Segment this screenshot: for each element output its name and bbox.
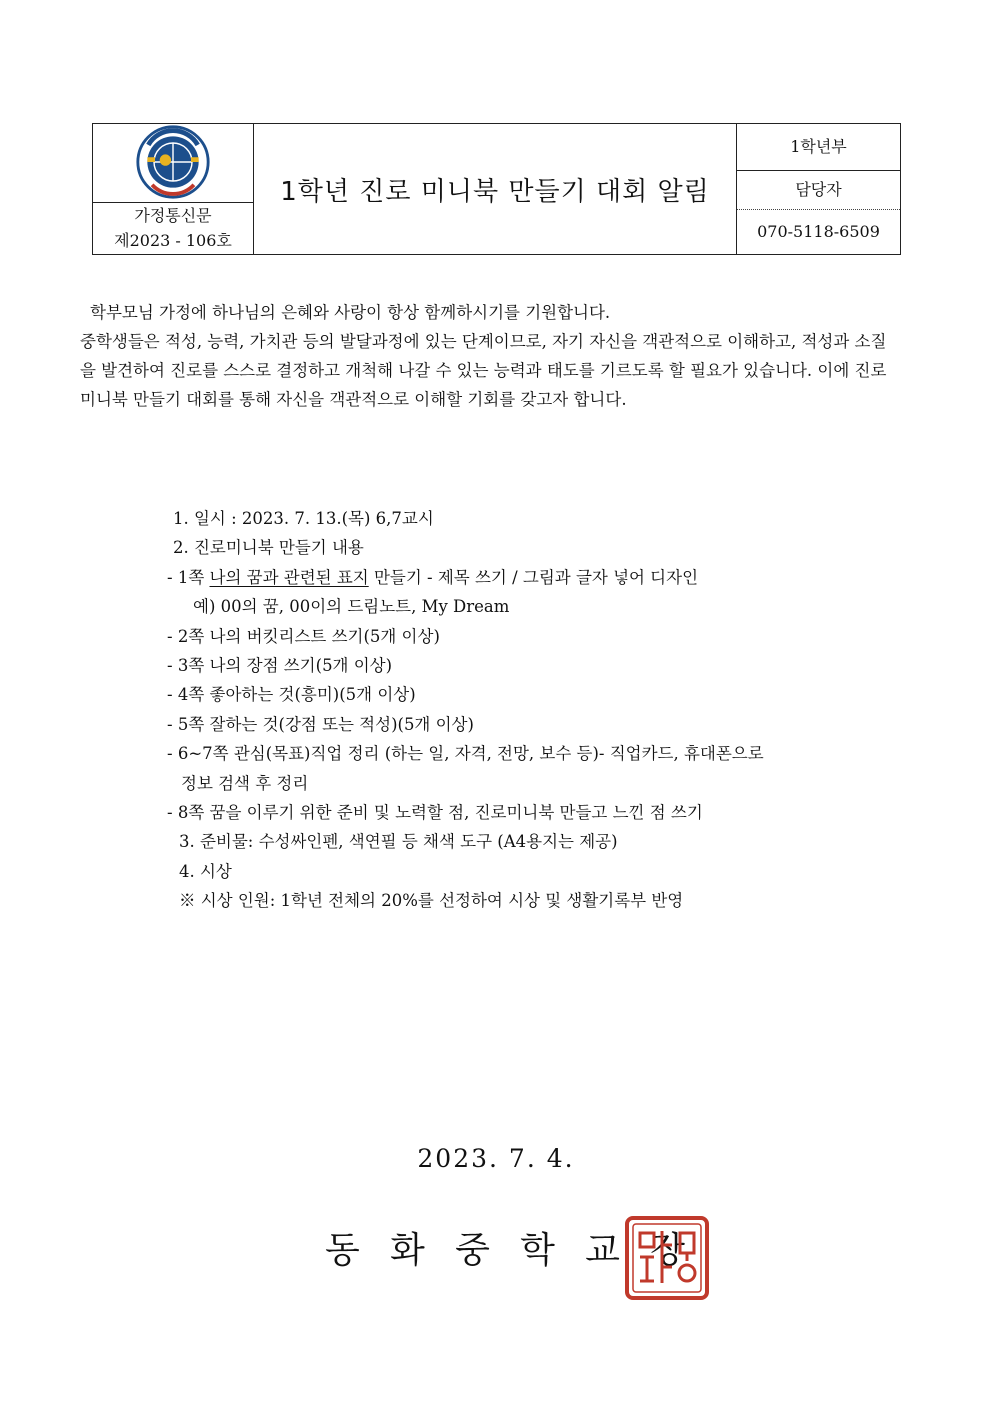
page4-item: - 4쪽 좋아하는 것(흥미)(5개 이상) bbox=[167, 685, 416, 705]
school-emblem bbox=[93, 124, 253, 200]
schedule-item: 1. 일시 : 2023. 7. 13.(목) 6,7교시 bbox=[173, 509, 434, 528]
contents-heading: 2. 진로미니북 만들기 내용 bbox=[173, 538, 364, 558]
signature-char: 동 bbox=[325, 1230, 360, 1271]
intro-line: 학부모님 가정에 하나님의 은혜와 사랑이 항상 함께하시기를 기원합니다. bbox=[90, 303, 611, 322]
page3-item: - 3쪽 나의 장점 쓰기(5개 이상) bbox=[167, 656, 393, 676]
signature-char: 학 bbox=[520, 1230, 555, 1271]
school-emblem-icon bbox=[135, 124, 211, 200]
meta-cell bbox=[737, 124, 900, 254]
intro-paragraph bbox=[80, 298, 922, 414]
official-seal-icon bbox=[624, 1215, 710, 1301]
page67-continued: 정보 검색 후 정리 bbox=[181, 773, 309, 793]
page5-item: - 5쪽 잘하는 것(강점 또는 적성)(5개 이상) bbox=[167, 714, 474, 734]
supplies-item: 3. 준비물: 수성싸인펜, 색연필 등 채색 도구 (A4용지는 제공) bbox=[179, 832, 618, 852]
page2-item: - 2쪽 나의 버킷리스트 쓰기(5개 이상) bbox=[167, 626, 440, 646]
award-note: ※ 시상 인원: 1학년 전체의 20%를 선정하여 시상 및 생활기록부 반영 bbox=[179, 891, 684, 911]
signature-char: 교 bbox=[585, 1230, 620, 1271]
home-notice-label: 가정통신문 bbox=[93, 202, 253, 229]
department: 1학년부 bbox=[737, 124, 900, 171]
intro-line: 미니북 만들기 대회를 통해 자신을 객관적으로 이해할 기회를 갖고자 합니다. bbox=[80, 390, 627, 409]
title-cell bbox=[254, 124, 737, 254]
award-heading: 4. 시상 bbox=[179, 861, 232, 881]
signature-char: 화 bbox=[390, 1230, 425, 1271]
intro-line: 중학생들은 적성, 능력, 가치관 등의 발달과정에 있는 단계이므로, 자기 자신을 객관적으로 이해하고, 적성과 소질 bbox=[80, 332, 887, 351]
page1-underlined: 나의 꿈과 관련된 표지 bbox=[209, 567, 369, 587]
page1-prefix: - 1쪽 bbox=[167, 567, 210, 587]
contact-phone: 070-5118-6509 bbox=[757, 222, 880, 241]
page8-item: - 8쪽 꿈을 이루기 위한 준비 및 노력할 점, 진로미니북 만들고 느낀 점 쓰기 bbox=[167, 803, 703, 823]
header-table bbox=[92, 123, 901, 255]
signature-char: 장 bbox=[650, 1230, 685, 1271]
page67-item: - 6~7쪽 관심(목표)직업 정리 (하는 일, 자격, 전망, 보수 등)- 직업카드, 휴대폰으로 bbox=[167, 744, 764, 764]
contact-role: 담당자 bbox=[737, 171, 900, 210]
logo-cell bbox=[93, 124, 254, 254]
page1-suffix: 만들기 - 제목 쓰기 / 그림과 글자 넣어 디자인 bbox=[368, 567, 699, 587]
issue-number: 제2023 - 106호 bbox=[114, 231, 232, 250]
document-title: 1학년 진로 미니북 만들기 대회 알림 bbox=[280, 176, 710, 207]
page1-example: 예) 00의 꿈, 00이의 드림노트, My Dream bbox=[193, 597, 510, 617]
intro-line: 을 발견하여 진로를 스스로 결정하고 개척해 나갈 수 있는 능력과 태도를 기르도록 할 필요가 있습니다. 이에 진로 bbox=[80, 361, 887, 380]
page1-item bbox=[167, 563, 927, 592]
signature-char: 중 bbox=[455, 1230, 490, 1271]
issue-date: 2023. 7. 4. bbox=[417, 1144, 575, 1173]
notice-content bbox=[167, 504, 927, 916]
